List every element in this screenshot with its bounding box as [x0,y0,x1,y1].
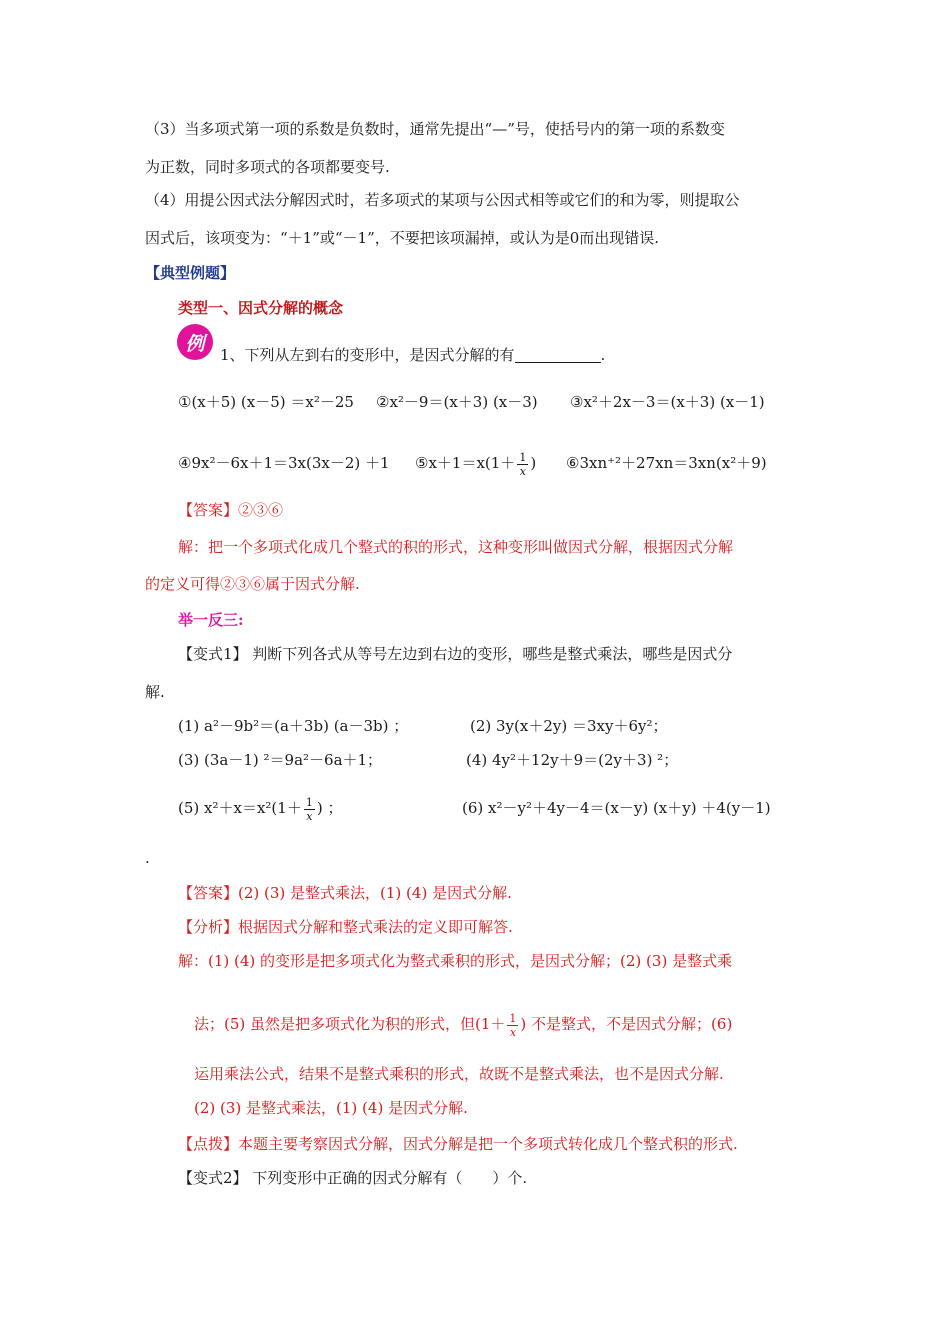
variant1-solution-line4: (2) (3) 是整式乘法，(1) (4) 是因式分解. [194,1099,468,1117]
variant2-line1: 【变式2】 下列变形中正确的因式分解有（ ）个. [178,1169,528,1187]
fraction-one-over-x: $\frac{1}{x}$ [305,795,313,823]
variant1-stray-dot: . [145,849,150,867]
example1-answer: 【答案】②③⑥ [178,501,284,519]
fraction-one-over-x: $\frac{1}{x}$ [519,450,527,478]
example-badge-icon: 例 [177,324,213,360]
variant1-solution-line1: 解：(1) (4) 的变形是把多项式化为整式乘积的形式，是因式分解；(2) (3) 是整式乘 [178,952,733,970]
variant1-answer: 【答案】(2) (3) 是整式乘法，(1) (4) 是因式分解. [178,884,512,902]
example1-option-6: ⑥3xn⁺²＋27xn＝3xn(x²＋9) [566,454,767,472]
intro-p4-line2: 因式后，该项变为：“＋1”或“－1”，不要把该项漏掉，或认为是0而出现错误. [145,229,660,247]
example1-option-1: ①(x＋5) (x－5) ＝x²－25 [178,393,354,411]
example1-option-4: ④9x²－6x＋1＝3x(3x－2) ＋1 [178,454,390,472]
variant1-item-4: (4) 4y²＋12y＋9＝(2y＋3) ²； [466,751,679,769]
variant1-analysis: 【分析】根据因式分解和整式乘法的定义即可解答. [178,918,513,936]
example1-question: 1、下列从左到右的变形中，是因式分解的有 . [220,346,606,364]
variant1-item-1: (1) a²－9b²＝(a＋3b) (a－3b) ； [178,717,409,735]
variant1-line1: 【变式1】 判断下列各式从等号左边到右边的变形，哪些是整式乘法，哪些是因式分 [178,645,733,663]
variant1-item-5: (5) x²＋x＝x²(1＋ $\frac{1}{x}$ ) ； [178,795,343,823]
intro-p3-line2: 为正数，同时多项式的各项都要变号. [145,158,390,176]
variant1-item-6: (6) x²－y²＋4y－4＝(x－y) (x＋y) ＋4(y－1) [462,799,771,817]
example1-solution-line2: 的定义可得②③⑥属于因式分解. [145,575,360,593]
example1-solution-line1: 解：把一个多项式化成几个整式的积的形式，这种变形叫做因式分解，根据因式分解 [178,538,734,556]
variant1-solution-line3: 运用乘法公式，结果不是整式乘积的形式，故既不是整式乘法，也不是因式分解. [194,1065,724,1083]
variant1-tip: 【点拨】本题主要考察因式分解，因式分解是把一个多项式转化成几个整式积的形式. [178,1135,738,1153]
variant1-item-3: (3) (3a－1) ²＝9a²－6a＋1； [178,751,383,769]
section-title: 【典型例题】 [145,264,236,282]
intro-p4-line1: （4）用提公因式法分解因式时，若多项式的某项与公因式相等或它们的和为零，则提取公 [145,191,740,209]
answer-blank [515,348,601,363]
example1-option-3: ③x²＋2x－3＝(x＋3) (x－1) [570,393,765,411]
example1-option-2: ②x²－9＝(x＋3) (x－3) [376,393,538,411]
practice-title: 举一反三: [178,611,244,629]
fraction-one-over-x: $\frac{1}{x}$ [509,1011,517,1039]
type1-title: 类型一、因式分解的概念 [178,299,344,317]
intro-p3-line1: （3）当多项式第一项的系数是负数时，通常先提出“—”号，使括号内的第一项的系数变 [145,120,725,138]
example1-option-5: ⑤x＋1＝x(1＋ $\frac{1}{x}$ ) [415,450,537,478]
variant1-line2: 解. [145,683,165,701]
variant1-item-2: (2) 3y(x＋2y) ＝3xy＋6y²； [470,717,668,735]
variant1-solution-line2: 法；(5) 虽然是把多项式化为积的形式，但(1＋ $\frac{1}{x}$ ) 不是整式，不是因式分解；(6) [194,1011,733,1039]
